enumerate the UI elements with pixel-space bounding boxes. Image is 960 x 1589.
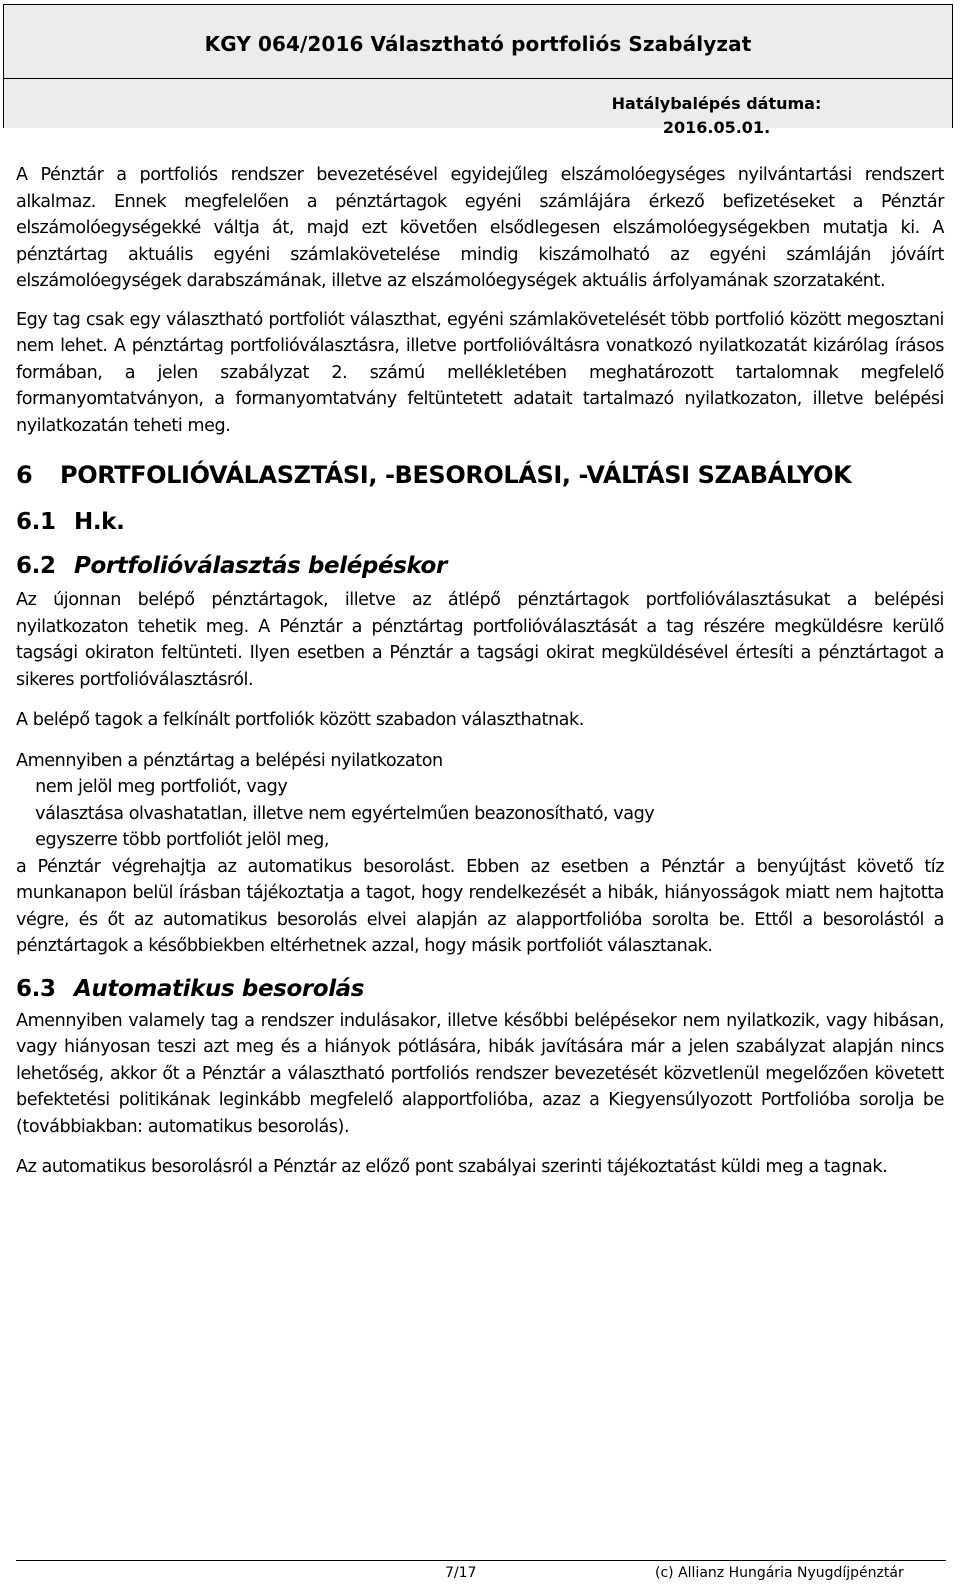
header-title-row <box>4 5 952 79</box>
section-6-3-number: 6.3 <box>16 975 56 1002</box>
paragraph-automatic-assignment: a Pénztár végrehajtja az automatikus besorolást. Ebben az esetben a Pénztár a benyújtást követő tíz munkanapon belül írásban tájékoztatja a tagot, hogy rendelkezését a hibák, hiányosságok miatt nem hajtotta végre, és őt az automatikus besorolás elvei alapján az alapportfolióba sorolta be. Ettől a besorolástól a pénztártagok a későbbiekben eltérhetnek azzal, hogy másik portfoliót választanak. <box>16 856 944 956</box>
section-6-2-title: Portfolióválasztás belépéskor <box>74 553 447 579</box>
paragraph-single-portfolio: Egy tag csak egy választható portfoliót választhat, egyéni számlakövetelését több portfolió között megosztani nem lehet. A pénztártag portfolióválasztásra, illetve portfolióváltásra vonatkozó nyilatkozatát kizárólag írásos formában, a jelen szabályzat 2. számú mellékletében meghatározott tartalomnak megfelelő formanyomtatványon, a formanyomtatvány feltüntetett adatait tartalmazó nyilatkozaton, illetve belépési nyilatkozatán teheti meg. <box>16 309 944 436</box>
paragraph-free-choice: A belépő tagok a felkínált portfoliók között szabadon választhatnak. <box>16 710 584 730</box>
section-6-1-title: H.k. <box>74 509 125 535</box>
paragraph-conditions-intro: Amennyiben a pénztártag a belépési nyilatkozaton <box>16 750 443 771</box>
list-item: nem jelöl meg portfoliót, vagy <box>35 777 288 797</box>
section-6-number: 6 <box>16 461 33 489</box>
section-6-3-heading <box>16 976 944 1002</box>
document-title: KGY 064/2016 Választható portfoliós Szabályzat <box>204 32 752 56</box>
section-6-2-heading <box>16 553 944 579</box>
effective-date-label: Hatálybalépés dátuma: <box>611 94 822 113</box>
footer-copyright: (c) Allianz Hungária Nyugdíjpénztár <box>655 1565 904 1581</box>
section-6-title: PORTFOLIÓVÁLASZTÁSI, -BESOROLÁSI, -VÁLTÁSI SZABÁLYOK <box>60 461 852 489</box>
header-date-row <box>4 79 952 137</box>
document-header <box>3 4 953 137</box>
list-item: választása olvashatatlan, illetve nem egyértelműen beazonosítható, vagy <box>35 803 655 824</box>
paragraph-default-portfolio: Amennyiben valamely tag a rendszer indulásakor, illetve későbbi belépésekor nem nyilatkozik, vagy hibásan, vagy hiányosan teszi azt meg és a hiányok pótlására, hibák javítására már a jelen szabályzat alapján nincs lehetőség, akkor őt a Pénztár a választható portfoliós rendszer bevezetését közvetlenül megelőzően követett befektetési politikának leginkább megfelelő alapportfolióba, azaz a Kiegyensúlyozott Portfolióba sorolja be (továbbiakban: automatikus besorolás). <box>16 1010 944 1137</box>
effective-date-value: 2016.05.01. <box>662 118 771 137</box>
paragraph-entry-choice: Az újonnan belépő pénztártagok, illetve az átlépő pénztártagok portfolióválasztásukat a belépési nyilatkozaton tehetik meg. A Pénztár a pénztártag portfolióválasztását a tag részére megküldésre kerülő tagsági okiraton feltünteti. Ilyen esetben a Pénztár a tagsági okirat megküldésével értesíti a pénztártagot a sikeres portfolióválasztásról. <box>16 590 944 690</box>
section-6-heading <box>16 461 944 489</box>
footer-divider <box>16 1560 946 1561</box>
paragraph-notification: Az automatikus besorolásról a Pénztár az előző pont szabályai szerinti tájékoztatást küldi meg a tagnak. <box>16 1157 888 1177</box>
document-body <box>16 162 944 1181</box>
conditions-list <box>16 774 944 854</box>
section-6-2-number: 6.2 <box>16 553 56 579</box>
list-item: egyszerre több portfoliót jelöl meg, <box>35 830 329 850</box>
paragraph-accounting-units: A Pénztár a portfoliós rendszer bevezetésével egyidejűleg elszámolóegységes nyilvántartási rendszert alkalmaz. Ennek megfelelően a pénztártagok egyéni számlájára érkező befizetéseket a Pénztár elszámolóegységekké váltja át, majd ezt követően elsődlegesen elszámolóegységekben mutatja ki. A pénztártag aktuális egyéni számlakövetelése mindig kiszámolható az egyéni számláján jóváírt elszámolóegységek darabszámának, illetve az elszámolóegységek aktuális árfolyamának szorzataként. <box>16 165 944 291</box>
page-number: 7/17 <box>445 1565 477 1581</box>
section-6-1-number: 6.1 <box>16 509 56 535</box>
section-6-3-title: Automatikus besorolás <box>74 975 365 1002</box>
section-6-1-heading <box>16 509 944 535</box>
